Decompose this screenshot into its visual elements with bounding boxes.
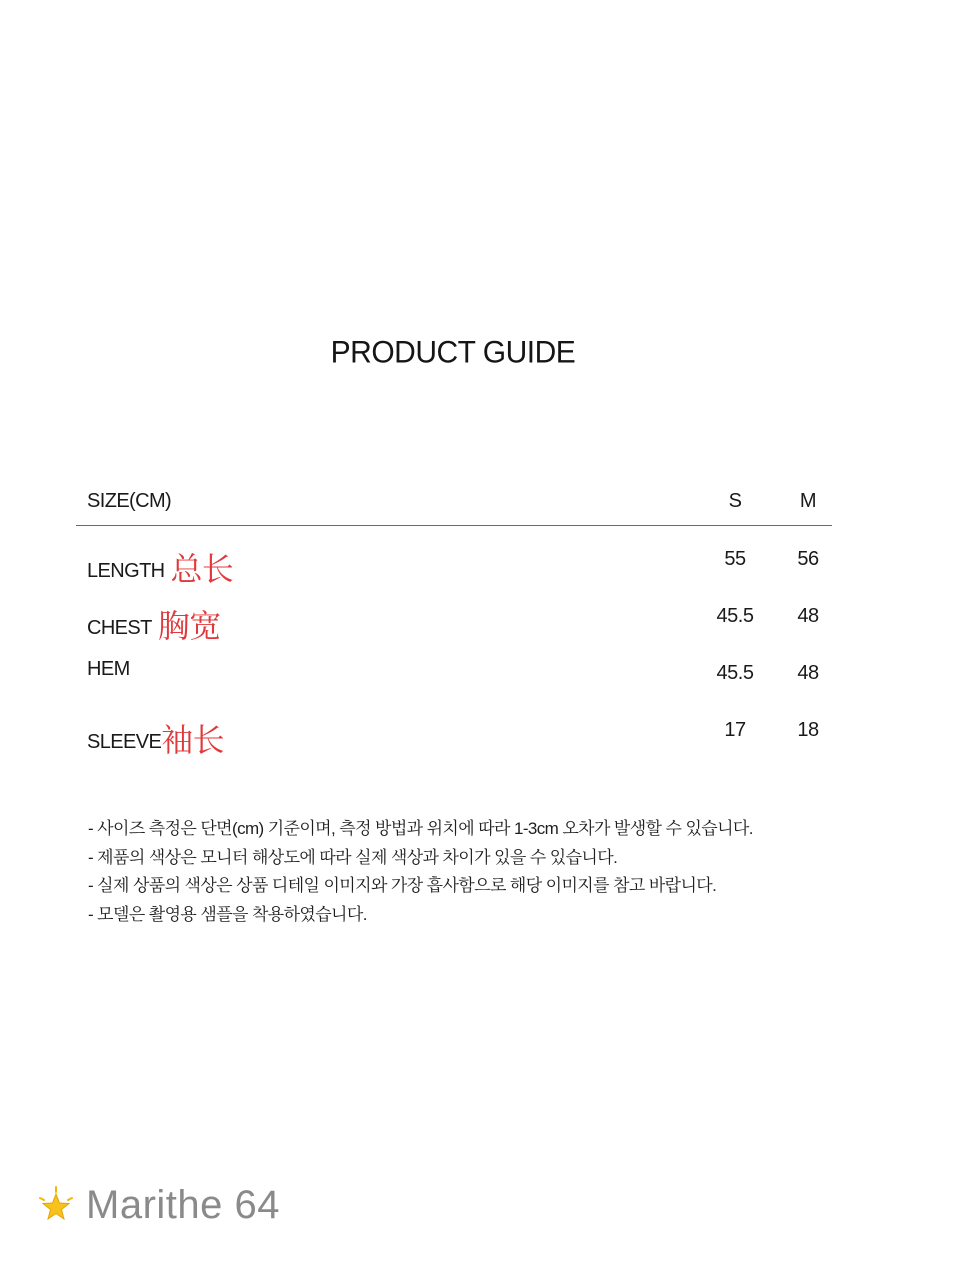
size-s-value: 17	[724, 719, 746, 741]
table-row-chest	[76, 583, 832, 644]
note-item: - 사이즈 측정은 단면(cm) 기준이며, 측정 방법과 위치에 따라 1-3cm 오차가 발생할 수 있습니다.	[88, 819, 753, 838]
measure-label: CHEST 胸宽	[87, 608, 221, 644]
chinese-label: 袖长	[161, 722, 225, 758]
size-m-value: 48	[797, 605, 819, 627]
table-header	[76, 480, 832, 526]
table-row-sleeve	[76, 697, 832, 758]
note-item: - 실제 상품의 색상은 상품 디테일 이미지와 가장 흡사함으로 해당 이미지를 참고 바랍니다.	[88, 876, 717, 895]
size-s-value: 45.5	[716, 605, 754, 627]
measure-label: HEM	[87, 658, 130, 680]
measure-label: SLEEVE袖长	[87, 722, 225, 758]
size-m-value: 56	[797, 548, 819, 570]
note-item: - 모델은 촬영용 샘플을 착용하였습니다.	[88, 904, 367, 924]
note-item: - 제품의 색상은 모니터 해상도에 따라 실제 색상과 차이가 있을 수 있습니다.	[88, 847, 618, 867]
table-row-hem	[76, 640, 832, 697]
table-row-length	[76, 526, 832, 587]
size-s-value: 55	[724, 548, 746, 570]
size-unit-label: SIZE(CM)	[87, 490, 172, 512]
chinese-label: 总长	[170, 551, 234, 587]
size-s-header: S	[728, 490, 742, 512]
watermark-text: Marithe 64	[86, 1183, 280, 1227]
size-m-value: 48	[797, 662, 819, 684]
size-m-value: 18	[797, 719, 819, 741]
size-m-header: M	[799, 490, 817, 512]
star-icon	[36, 1186, 76, 1226]
size-table	[76, 480, 832, 758]
watermark	[36, 1183, 280, 1228]
chinese-label: 胸宽	[157, 608, 221, 644]
notes-list	[88, 815, 753, 929]
measure-label: LENGTH 总长	[87, 551, 234, 587]
page-title: PRODUCT GUIDE	[330, 335, 576, 370]
size-s-value: 45.5	[716, 662, 754, 684]
